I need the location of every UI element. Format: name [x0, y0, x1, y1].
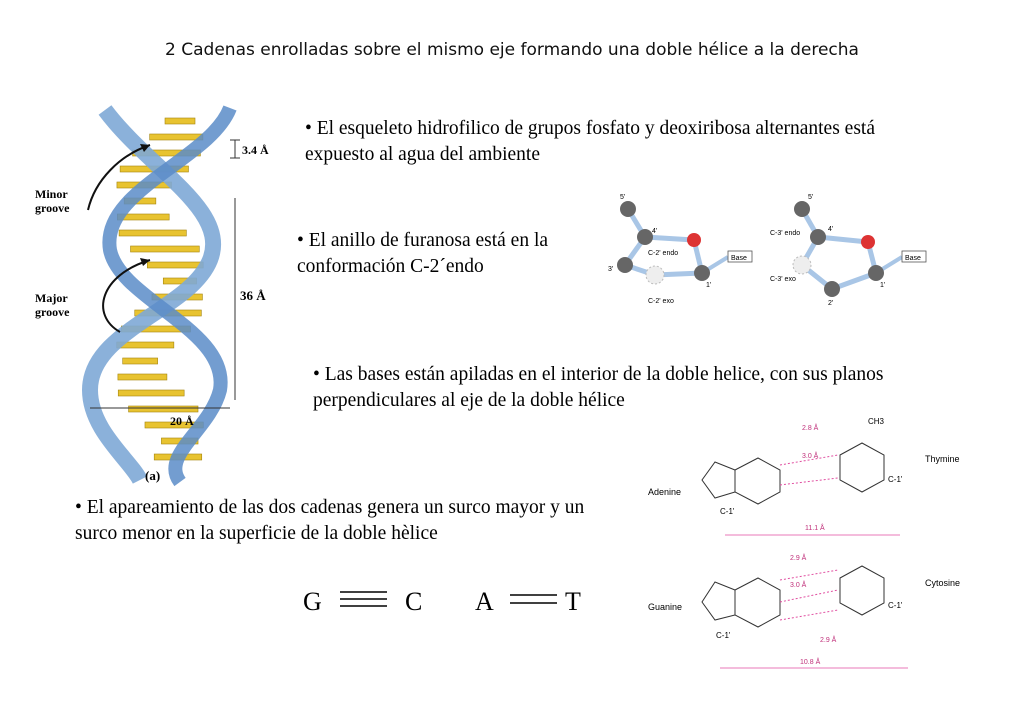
width-label: 20 Å: [170, 414, 194, 428]
furanose-left-1: 1': [706, 282, 712, 289]
gc-distance-2: 3.0 Å: [790, 582, 807, 589]
base-slab: [165, 118, 195, 124]
thymine-label: Thymine: [925, 454, 960, 464]
gc-c1-left: C-1': [716, 631, 731, 640]
at-c1-right: C-1': [888, 475, 903, 484]
furanose-right-endo: C-3' endo: [770, 230, 801, 237]
at-pair: [648, 417, 960, 535]
furanose-left-5: 5': [620, 194, 626, 201]
at-distance-2: 3.0 Å: [802, 453, 819, 460]
bullet-furanose: • El anillo de furanosa está en la conformación C-2´endo: [297, 230, 549, 277]
bullet-grooves: • El apareamiento de las dos cadenas genera un surco mayor y un surco menor en la superficie de la doble hèlice: [75, 497, 585, 544]
slide-title: 2 Cadenas enrolladas sobre el mismo eje formando una doble hélice a la derecha: [165, 40, 859, 60]
furanose-right-5: 5': [808, 194, 814, 201]
at-distance-1: 2.8 Å: [802, 425, 819, 432]
furanose-right-base: Base: [905, 255, 921, 262]
base-slab: [129, 406, 198, 412]
base-pair-notation: [295, 580, 595, 624]
furanose-left-endo: C-2' endo: [648, 250, 679, 257]
letter-g: G: [303, 587, 322, 616]
furanose-left: [608, 194, 752, 305]
gc-c1-right: C-1': [888, 601, 903, 610]
gc-distance-1: 2.9 Å: [790, 555, 807, 562]
base-slab: [118, 374, 167, 380]
at-ch3: CH3: [868, 417, 885, 426]
base-slab: [147, 262, 203, 268]
furanose-right-exo: C-3' exo: [770, 276, 796, 283]
base-slab: [150, 134, 203, 140]
furanose-left-base: Base: [731, 255, 747, 262]
gc-pair: [648, 553, 960, 668]
base-slab: [123, 358, 158, 364]
cytosine-label: Cytosine: [925, 578, 961, 588]
furanose-left-exo: C-2' exo: [648, 298, 674, 305]
major-groove-label-2: groove: [35, 305, 70, 319]
pitch-label: 36 Å: [240, 288, 266, 303]
base-slab: [118, 390, 184, 396]
furanose-right-4: 4': [828, 226, 834, 233]
furanose-right: [770, 194, 926, 307]
watson-crick-pairs: [640, 410, 980, 700]
bullet-backbone: • El esqueleto hidrofilico de grupos fosfato y deoxiribosa alternantes está expuesto al agua del ambiente: [305, 118, 875, 165]
furanose-figure: [590, 185, 930, 310]
bullet-stacked-bases: • Las bases están apiladas en el interior de la doble helice, con sus planos perpendiculares al eje de la doble hélice: [313, 364, 884, 411]
minor-groove-label-1: Minor: [35, 187, 68, 201]
furanose-right-1: 1': [880, 282, 886, 289]
adenine-label: Adenine: [648, 487, 682, 497]
furanose-right-2: 2': [828, 300, 834, 307]
furanose-left-4: 4': [652, 228, 658, 235]
letter-a: A: [475, 587, 494, 616]
rise-label: 3.4 Å: [242, 143, 269, 157]
gc-span: 10.8 Å: [800, 659, 821, 666]
guanine-label: Guanine: [648, 602, 683, 612]
dna-helix-figure: [30, 100, 280, 490]
panel-label: (a): [145, 468, 161, 483]
gc-distance-3: 2.9 Å: [820, 637, 837, 644]
letter-t: T: [565, 587, 581, 616]
at-span: 11.1 Å: [805, 525, 825, 532]
furanose-left-3: 3': [608, 266, 614, 273]
minor-groove-label-2: groove: [35, 201, 70, 215]
base-slab: [119, 230, 186, 236]
letter-c: C: [405, 587, 423, 616]
base-slab: [131, 246, 200, 252]
at-c1-left: C-1': [720, 507, 735, 516]
major-groove-label-1: Major: [35, 291, 68, 305]
